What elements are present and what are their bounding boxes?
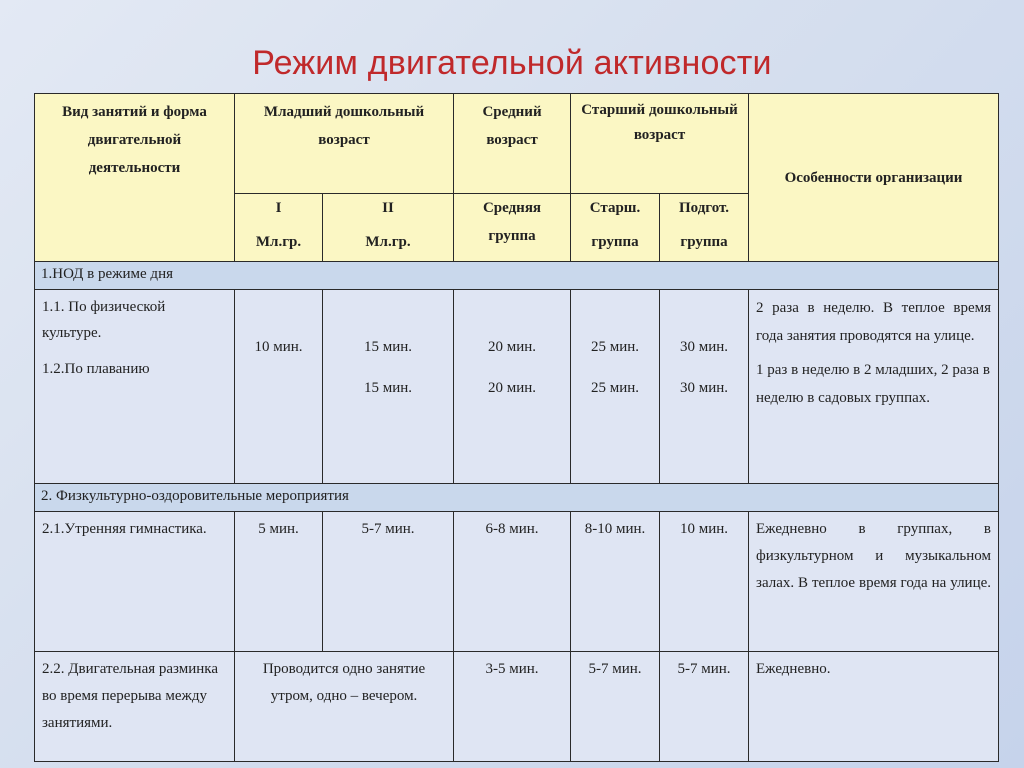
row-1-group-2 xyxy=(323,290,454,484)
row-1-1-name: 1.1. По физической культуре. xyxy=(42,299,166,341)
row-2-1-note: Ежедневно в группах, в физкультурном и музыкальном залах. В теплое время года на улице. xyxy=(749,512,999,652)
header-group-3: Средняя группа xyxy=(454,194,571,262)
row-2-2-group-3: 3-5 мин. xyxy=(454,652,571,762)
group-1-name: Мл.гр. xyxy=(255,234,302,250)
row-2-1-group-3: 6-8 мин. xyxy=(454,512,571,652)
row-1-group-4 xyxy=(571,290,660,484)
section-nod: 1.НОД в режиме дня xyxy=(35,262,999,290)
group-4-bottom: группа xyxy=(591,234,639,250)
row-1-note-a: 2 раза в неделю. В теплое время года занятия проводятся на улице. xyxy=(756,300,992,344)
row-1-activity xyxy=(35,290,235,484)
row-1-group-4-value-a: 25 мин. xyxy=(590,339,640,355)
activity-table xyxy=(34,93,999,762)
header-group-5 xyxy=(660,194,749,262)
header-group-4 xyxy=(571,194,660,262)
row-1-group-2-value-a: 15 мин. xyxy=(363,339,413,355)
row-2-2-name: 2.2. Двигательная разминка во время перерыва между занятиями. xyxy=(35,652,235,762)
page-title: Режим двигательной активности xyxy=(252,44,772,82)
row-1-group-3-value-b: 20 мин. xyxy=(487,380,537,396)
row-2-2-group-5: 5-7 мин. xyxy=(660,652,749,762)
row-2-2-note: Ежедневно. xyxy=(749,652,999,762)
row-1-group-2-value-b: 15 мин. xyxy=(363,380,413,396)
row-1-group-5-value-a: 30 мин. xyxy=(679,339,729,355)
header-senior-age: Старший дошкольный возраст xyxy=(571,94,749,194)
row-2-1-name: 2.1.Утренняя гимнастика. xyxy=(35,512,235,652)
row-1-group-1 xyxy=(235,290,323,484)
row-2-2-group-4: 5-7 мин. xyxy=(571,652,660,762)
group-5-bottom: группа xyxy=(680,234,728,250)
row-1-group-3 xyxy=(454,290,571,484)
header-group-2 xyxy=(323,194,454,262)
group-2-number: II xyxy=(382,200,394,216)
group-4-top: Старш. xyxy=(589,200,641,216)
header-junior-age: Младший дошкольный возраст xyxy=(235,94,454,194)
row-1-note-b: 1 раз в неделю в 2 младших, 2 раза в неделю в садовых группах. xyxy=(756,362,990,406)
row-2-1-group-4: 8-10 мин. xyxy=(571,512,660,652)
group-5-top: Подгот. xyxy=(678,200,730,216)
group-1-number: I xyxy=(275,200,282,216)
row-2-1-group-5: 10 мин. xyxy=(660,512,749,652)
group-2-name: Мл.гр. xyxy=(365,234,411,250)
section-health: 2. Физкультурно-оздоровительные мероприятия xyxy=(35,484,999,512)
row-1-group-3-value-a: 20 мин. xyxy=(487,339,537,355)
row-1-note xyxy=(749,290,999,484)
row-1-group-5 xyxy=(660,290,749,484)
row-2-1-group-2: 5-7 мин. xyxy=(323,512,454,652)
row-1-2-name: 1.2.По плаванию xyxy=(42,361,150,377)
row-1-group-4-value-b: 25 мин. xyxy=(590,380,640,396)
header-features: Особенности организации xyxy=(749,94,999,262)
header-activity-type: Вид занятий и форма двигательной деятельности xyxy=(35,94,235,262)
row-1-group-1-value: 10 мин. xyxy=(254,339,303,355)
header-middle-age: Средний возраст xyxy=(454,94,571,194)
row-2-2-group-1-2: Проводится одно занятие утром, одно – вечером. xyxy=(235,652,454,762)
row-1-group-5-value-b: 30 мин. xyxy=(679,380,729,396)
header-group-1 xyxy=(235,194,323,262)
row-2-1-group-1: 5 мин. xyxy=(235,512,323,652)
